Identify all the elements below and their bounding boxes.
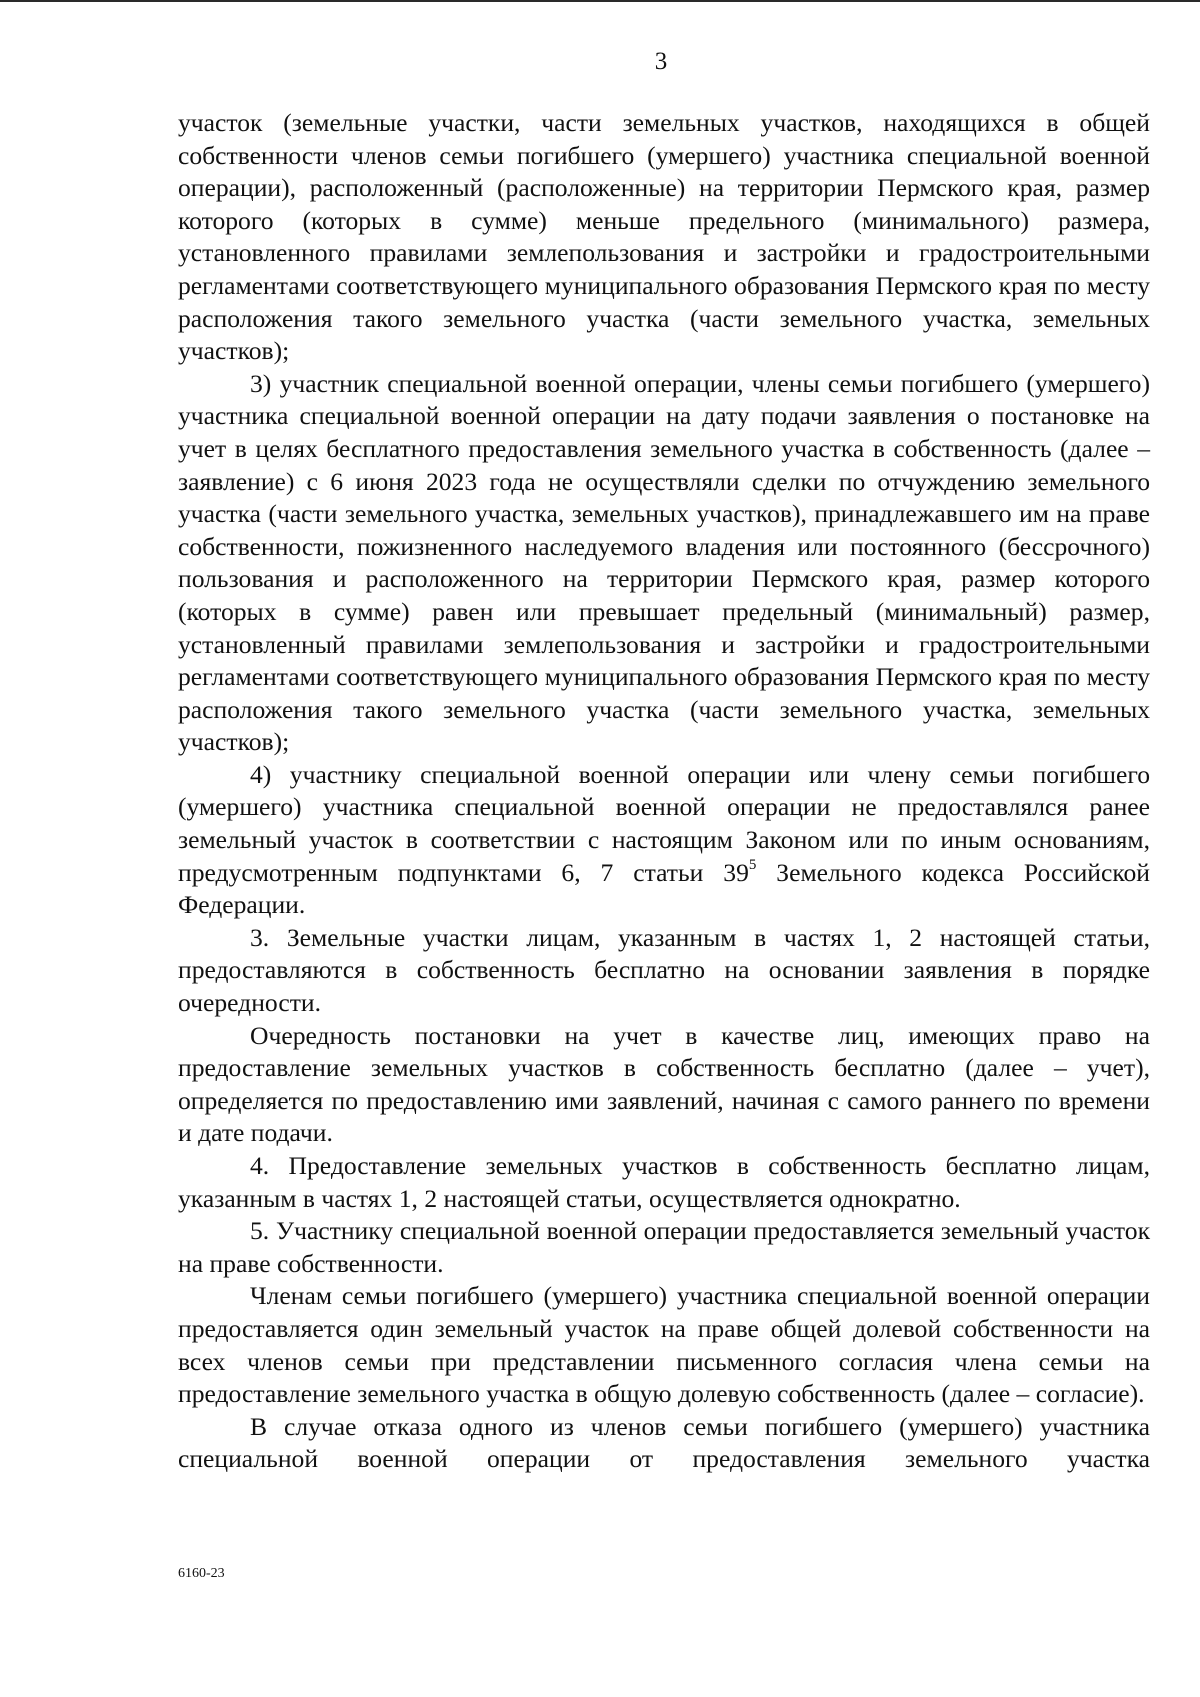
paragraph-part-3: 3. Земельные участки лицам, указанным в частях 1, 2 настоящей статьи, предоставляются в собственность бесплатно на основании заявления в порядке очередности. <box>178 922 1150 1018</box>
document-body <box>178 107 1150 1476</box>
scan-edge-line <box>0 0 1200 2</box>
document-code: 6160-23 <box>178 1566 225 1581</box>
paragraph-queue: Очередность постановки на учет в качестве лиц, имеющих право на предоставление земельных участков в собственность бесплатно (далее – учет), определяется по предоставлению ими заявлений, начиная с самого раннего по времени и дате подачи. <box>178 1020 1150 1148</box>
article-superscript: 5 <box>748 857 757 874</box>
paragraph-continuation: участок (земельные участки, части земельных участков, находящихся в общей собственности членов семьи погибшего (умершего) участника специальной военной операции), расположенный (расположенные) на территории Пермского края, размер которого (которых в сумме) меньше предельного (минимального) размера, установленного правилами землепользования и застройки и градостроительными регламентами соответствующего муниципального образования Пермского края по месту расположения такого земельного участка (части земельного участка, земельных участков); <box>178 108 1150 366</box>
paragraph-part-5: 5. Участнику специальной военной операции предоставляется земельный участок на праве собственности. <box>178 1216 1150 1278</box>
paragraph-family: Членам семьи погибшего (умершего) участника специальной военной операции предоставляется один земельный участок на праве общей долевой собственности на всех членов семьи при представлении письменного согласия члена семьи на предоставление земельного участка в общую долевую собственность (далее – согласие). <box>178 1281 1150 1409</box>
paragraph-item-4-text: 4) участнику специальной военной операции или члену семьи погибшего (умершего) участника специальной военной операции не предоставлялся ранее земельный участок в соответствии с настоящим Законом или по иным основаниям, предусмотренным подпунктами 6, 7 статьи 39 <box>178 759 1150 887</box>
page-number: 3 <box>654 48 668 75</box>
paragraph-item-4-tail: Земельного кодекса Российской Федерации. <box>178 857 1150 920</box>
paragraph-item-3: 3) участник специальной военной операции, члены семьи погибшего (умершего) участника специальной военной операции на дату подачи заявления о постановке на учет в целях бесплатного предоставления земельного участка в собственность (далее – заявление) с 6 июня 2023 года не осуществляли сделки по отчуждению земельного участка (части земельного участка, земельных участков), принадлежавшего им на праве собственности, пожизненного наследуемого владения или постоянного (бессрочного) пользования и расположенного на территории Пермского края, размер которого (которых в сумме) равен или превышает предельный (минимальный) размер, установленный правилами землепользования и застройки и градостроительными регламентами соответствующего муниципального образования Пермского края по месту расположения такого земельного участка (части земельного участка, земельных участков); <box>178 368 1150 757</box>
paragraph-refusal: В случае отказа одного из членов семьи погибшего (умершего) участника специальной военной операции от предоставления земельного участка <box>178 1411 1150 1474</box>
paragraph-item-4 <box>178 759 1150 922</box>
paragraph-part-4: 4. Предоставление земельных участков в собственность бесплатно лицам, указанным в частях 1, 2 настоящей статьи, осуществляется однократно. <box>178 1151 1150 1213</box>
